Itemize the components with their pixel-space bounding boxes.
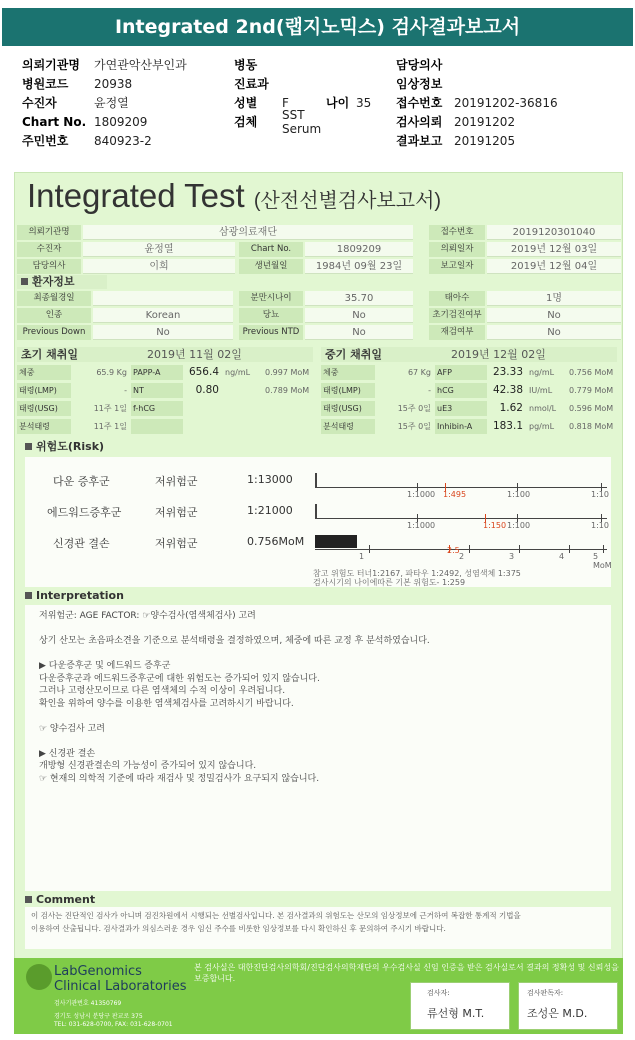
second-cell: 42.38 xyxy=(492,384,523,396)
risk-name: 다운 증후군 xyxy=(53,475,110,488)
first-cell: ng/mL xyxy=(225,368,251,377)
interpretation-section-text: Interpretation xyxy=(36,589,124,602)
second-cell: pg/mL xyxy=(529,422,555,431)
doc-label: 담당의사 xyxy=(17,259,81,274)
risk-value: 1:21000 xyxy=(247,504,293,517)
lab-name-2: Clinical Laboratories xyxy=(54,979,187,994)
info-label: 성별 xyxy=(234,96,258,110)
lmp-value xyxy=(93,291,233,306)
risk-scale-label: 1:100 xyxy=(507,521,531,530)
license-number: 검사기관번호 41350769 xyxy=(54,1000,122,1007)
interpretation-line: ☞ 양수검사 고려 xyxy=(39,723,105,734)
second-sampling-block xyxy=(321,347,619,437)
second-cell: 15주 0일 xyxy=(397,404,431,413)
first-cell: 0.80 xyxy=(195,384,219,396)
approver-name: 조성은 M.D. xyxy=(527,1007,588,1020)
second-date: 2019년 12월 02일 xyxy=(451,348,546,361)
risk-value-bar xyxy=(315,504,317,518)
patient-section-title xyxy=(17,275,107,289)
interpretation-panel xyxy=(25,605,611,891)
first-date: 2019년 11월 02일 xyxy=(147,348,242,361)
risk-scale-tick xyxy=(519,545,520,553)
first-cell xyxy=(131,419,183,434)
request-info-table xyxy=(17,225,621,277)
second-section-label: 중기 채취일 xyxy=(325,348,382,361)
pd-value: No xyxy=(93,325,233,340)
tester-name: 류선형 M.T. xyxy=(427,1007,485,1020)
interpretation-line: ▶ 다운증후군 및 에드워드 증후군 xyxy=(39,661,171,671)
interpretation-line: ☞ 현재의 의학적 기준에 따라 재검사 및 정밀검사가 요구되지 않습니다. xyxy=(39,773,320,784)
first-section-label: 초기 채취일 xyxy=(21,348,78,361)
risk-scale-label: 2 xyxy=(459,552,465,561)
comment-line-1: 이 검사는 진단적인 검사가 아니며 검진차원에서 시행되는 선별검사입니다. 본 검사결과의 위험도는 산모의 임상정보에 근거하여 복잡한 통계적 기법을 xyxy=(31,911,521,920)
second-cell: 23.33 xyxy=(492,366,523,378)
second-head xyxy=(321,347,617,362)
second-cell: 0.756 MoM xyxy=(569,368,614,377)
second-cell: Inhibin-A xyxy=(435,419,487,434)
patient-info-table xyxy=(17,291,621,343)
comment-section-title xyxy=(21,893,181,907)
info-label: Chart No. xyxy=(22,114,87,129)
info-row xyxy=(22,74,622,93)
pd-label: Previous Down xyxy=(17,325,91,340)
risk-scale-label: 3 xyxy=(509,552,515,561)
risk-section-title xyxy=(21,440,181,454)
info-label: 나이 xyxy=(326,96,350,110)
info-value: 35 xyxy=(356,95,372,110)
info-row xyxy=(22,55,622,74)
info-value: 20191205 xyxy=(454,133,516,148)
first-cell xyxy=(185,419,221,434)
info-row xyxy=(22,107,622,136)
risk-scale-label: 1 xyxy=(359,552,365,561)
second-cell: 0.596 MoM xyxy=(569,404,614,413)
second-cell: nmol/L xyxy=(529,404,557,413)
risk-scale-label: 5 MoM xyxy=(593,552,612,570)
interpretation-line: 상기 산모는 초음파소견을 기준으로 분석태령을 결정하였으며, 체중에 따른 교정 후 분석하였습니다. xyxy=(39,636,430,646)
info-value: 840923-2 xyxy=(94,133,152,148)
first-cell: 분석태령 xyxy=(17,419,71,434)
ntd-value: No xyxy=(305,325,413,340)
retest-label: 재검여부 xyxy=(429,325,485,340)
report-subtitle: (산전선별검사보고서) xyxy=(253,190,442,212)
info-value: 윤정열 xyxy=(94,96,129,110)
info-label: 진료과 xyxy=(234,77,269,91)
reference-risk-note: 참고 위험도 터너1:2167, 파타우 1:2492, 성염색체 1:375 xyxy=(313,569,521,578)
first-cell xyxy=(263,419,313,434)
risk-name: 에드워드증후군 xyxy=(47,506,122,519)
risk-mom-bar xyxy=(315,535,357,548)
risk-scale-line xyxy=(315,487,607,488)
labgenomics-logo xyxy=(26,964,52,990)
doc-value: 이희 xyxy=(83,259,235,274)
interpretation-line: 다운증후군과 에드워드증후군에 대한 위험도는 증가되어 있지 않습니다. xyxy=(39,673,320,684)
risk-cutoff-label: 1:150 xyxy=(483,521,507,530)
risk-cutoff-label: 2.5 xyxy=(447,546,460,555)
first-cell: 11주 1일 xyxy=(93,404,127,413)
first-cell: 태령(LMP) xyxy=(17,383,71,398)
second-cell: 분석태령 xyxy=(321,419,375,434)
second-cell: 태령(LMP) xyxy=(321,383,375,398)
interpretation-line: 저위험군: AGE FACTOR: ☞양수검사(염색체검사) 고려 xyxy=(39,611,256,621)
info-label: 의뢰기관명 xyxy=(22,58,80,72)
risk-scale-line xyxy=(315,518,607,519)
fetus-value: 1명 xyxy=(487,291,621,306)
first-cell: NT xyxy=(131,383,183,398)
early-label: 초기검진여부 xyxy=(429,308,485,323)
risk-value-bar xyxy=(315,473,317,487)
req-value: 2019년 12월 03일 xyxy=(487,242,621,257)
dob-label: 생년월일 xyxy=(239,259,303,274)
early-value: No xyxy=(487,308,621,323)
info-value: 20191202-36816 xyxy=(454,95,558,110)
inst-value: 삼광의료재단 xyxy=(83,225,413,240)
risk-level: 저위험군 xyxy=(155,506,198,519)
second-cell: 15주 0일 xyxy=(397,422,431,431)
risk-scale-tick xyxy=(369,545,370,553)
info-label: 병원코드 xyxy=(22,77,69,91)
first-cell: - xyxy=(124,386,127,395)
req-label: 의뢰일자 xyxy=(429,242,485,257)
risk-level: 저위험군 xyxy=(155,475,198,488)
first-cell xyxy=(223,401,263,416)
lab-address: 경기도 성남시 분당구 판교로 375 xyxy=(54,1013,143,1020)
second-cell: 0.779 MoM xyxy=(569,386,614,395)
first-cell: 11주 1일 xyxy=(93,422,127,431)
rep-label: 보고일자 xyxy=(429,259,485,274)
fetus-label: 태아수 xyxy=(429,291,485,306)
name-label: 수진자 xyxy=(17,242,81,257)
info-value: F xyxy=(282,95,289,110)
report-header-title: Integrated 2nd(랩지노믹스) 검사결과보고서 xyxy=(2,8,633,46)
interpretation-line: ▶ 신경관 결손 xyxy=(39,748,96,759)
first-cell: PAPP-A xyxy=(131,365,183,380)
race-value: Korean xyxy=(93,308,233,323)
second-cell: IU/mL xyxy=(529,386,553,395)
lab-footer xyxy=(14,958,623,1034)
second-cell: AFP xyxy=(435,365,487,380)
acc-label: 접수번호 xyxy=(429,225,485,240)
interpretation-line: 개방형 신경관결손의 가능성이 증가되어 있지 않습니다. xyxy=(39,761,257,771)
first-cell xyxy=(223,383,263,398)
first-sampling-block xyxy=(17,347,315,437)
second-cell: ng/mL xyxy=(529,368,555,377)
tester-signature-box xyxy=(410,982,510,1030)
info-label: 임상정보 xyxy=(396,77,443,91)
info-label: 접수번호 xyxy=(396,96,443,110)
first-cell: 65.9 Kg xyxy=(96,368,127,377)
info-label: 수진자 xyxy=(22,96,57,110)
risk-scale-label: 1:10 xyxy=(591,521,609,530)
report-title xyxy=(27,177,441,215)
second-cell: 183.1 xyxy=(492,420,523,432)
comment-line-2: 이용하여 산출됩니다. 검사결과가 의심스러운 경우 임신 주수를 비롯한 임상정보를 다시 확인하신 후 문의하여 주시기 바랍니다. xyxy=(31,924,446,933)
comment-section-text: Comment xyxy=(36,893,96,906)
first-cell: 태령(USG) xyxy=(17,401,71,416)
lab-phone: TEL: 031-628-0700, FAX: 031-628-0701 xyxy=(54,1021,173,1028)
race-label: 인종 xyxy=(17,308,91,323)
accreditation-notice: 본 검사실은 대한진단검사의학회/진단검사의학재단의 우수검사실 신임 인증을 받은 검사실로서 결과의 정확성 및 신뢰성을 보증합니다. xyxy=(194,963,619,983)
second-cell: 체중 xyxy=(321,365,375,380)
second-cell: 67 Kg xyxy=(407,368,431,377)
info-label: 주민번호 xyxy=(22,134,69,148)
risk-scale-label: 1:10 xyxy=(591,490,609,499)
info-value: 20938 xyxy=(94,76,133,91)
info-label: 결과보고 xyxy=(396,134,443,148)
tester-label: 검사자: xyxy=(427,989,450,997)
report-title-text: Integrated Test xyxy=(27,177,245,214)
first-head xyxy=(17,347,313,362)
first-cell: 0.789 MoM xyxy=(265,386,310,395)
risk-name: 신경관 결손 xyxy=(53,537,110,550)
dm-label: 당뇨 xyxy=(239,308,303,323)
risk-section-text: 위험도(Risk) xyxy=(36,440,105,453)
info-label: 검사의뢰 xyxy=(396,115,443,129)
acc-value: 2019120301040 xyxy=(487,225,621,240)
first-cell: f-hCG xyxy=(131,401,183,416)
info-label: 병동 xyxy=(234,58,258,72)
ntd-label: Previous NTD xyxy=(239,325,303,340)
age-risk-note: 검사시기의 나이에따른 기본 위험도- 1:259 xyxy=(313,578,466,587)
info-value: 20191202 xyxy=(454,114,516,129)
second-cell: hCG xyxy=(435,383,487,398)
rep-value: 2019년 12월 04일 xyxy=(487,259,621,274)
info-value: 가연관악산부인과 xyxy=(94,58,187,72)
approver-label: 검사판독자: xyxy=(527,989,564,997)
risk-scale-tick xyxy=(569,545,570,553)
risk-scale-line xyxy=(315,549,607,550)
second-cell: 1.62 xyxy=(499,402,523,414)
risk-scale-tick xyxy=(469,545,470,553)
inst-label: 의뢰기관명 xyxy=(17,225,81,240)
info-label: 담당의사 xyxy=(396,58,443,72)
lmp-label: 최종월경일 xyxy=(17,291,91,306)
age-label: 분만시나이 xyxy=(239,291,303,306)
chart-label: Chart No. xyxy=(239,242,303,257)
interpretation-section-title xyxy=(21,589,181,603)
first-cell xyxy=(185,401,221,416)
risk-cutoff-label: 1:495 xyxy=(443,490,467,499)
info-label: 검체 xyxy=(234,115,258,129)
interpretation-line: 그러나 고령산모이므로 다른 염색체의 수적 이상이 우려됩니다. xyxy=(39,686,286,696)
first-cell xyxy=(223,419,263,434)
second-cell: uE3 xyxy=(435,401,487,416)
dob-value: 1984년 09월 23일 xyxy=(305,259,413,274)
first-cell: 체중 xyxy=(17,365,71,380)
chart-value: 1809209 xyxy=(305,242,413,257)
risk-scale-label: 4 xyxy=(559,552,565,561)
second-cell: 태령(USG) xyxy=(321,401,375,416)
risk-panel xyxy=(25,457,611,587)
approver-signature-box xyxy=(518,982,618,1030)
risk-scale-label: 1:100 xyxy=(507,490,531,499)
risk-value: 1:13000 xyxy=(247,473,293,486)
risk-value: 0.756MoM xyxy=(247,535,305,548)
first-cell xyxy=(263,401,313,416)
first-cell: 656.4 xyxy=(188,366,219,378)
patient-info-grid xyxy=(22,55,622,150)
patient-section-text: 환자정보 xyxy=(32,275,75,288)
second-cell: - xyxy=(428,386,431,395)
retest-value: No xyxy=(487,325,621,340)
info-value: 1809209 xyxy=(94,114,148,129)
name-value: 윤정열 xyxy=(83,242,235,257)
dm-value: No xyxy=(305,308,413,323)
risk-level: 저위험군 xyxy=(155,537,198,550)
lab-name-1: LabGenomics xyxy=(54,964,142,979)
risk-scale-label: 1:1000 xyxy=(407,490,436,499)
first-cell: 0.997 MoM xyxy=(265,368,310,377)
info-value: SST Serum xyxy=(282,107,322,136)
integrated-test-report xyxy=(14,172,623,1034)
comment-panel xyxy=(25,907,611,949)
interpretation-line: 확인을 위하여 양수를 이용한 염색체검사를 고려하시기 바랍니다. xyxy=(39,698,294,709)
age-value: 35.70 xyxy=(305,291,413,306)
risk-scale-label: 1:1000 xyxy=(407,521,436,530)
second-cell: 0.818 MoM xyxy=(569,422,614,431)
